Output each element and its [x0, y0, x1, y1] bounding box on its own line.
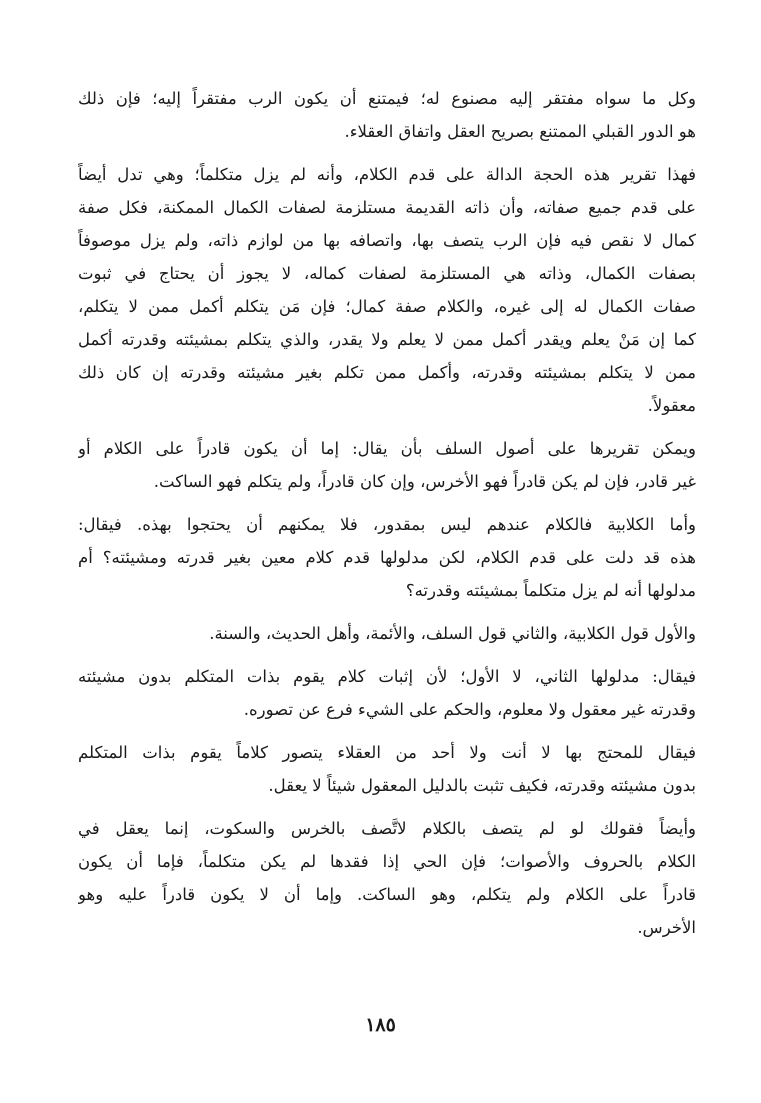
text-line: بصفات الكمال، وذاته هي المستلزمة لصفات كماله، لا يجوز أن يحتاج في ثبوت [78, 264, 696, 283]
text-line: وكل ما سواه مفتقر إليه مصنوع له؛ فيمتنع أن يكون الرب مفتقراً إليه؛ فإن ذلك [78, 89, 696, 108]
paragraph [78, 82, 696, 148]
paragraph [78, 508, 696, 607]
text-line: بدون مشيئته وقدرته، فكيف تثبت بالدليل المعقول شيئاً لا يعقل. [268, 776, 696, 795]
text-line: ممن لا يتكلم بمشيئته وقدرته، وأكمل ممن تكلم بغير مشيئته وقدرته إن كان ذلك [78, 363, 696, 382]
text-line: غير قادر، فإن لم يكن قادراً فهو الأخرس، وإن كان قادراً، ولم يتكلم فهو الساكت. [153, 472, 696, 491]
body-text [78, 82, 696, 954]
text-line: صفات الكمال له إلى غيره، والكلام صفة كمال؛ فإن مَن يتكلم أكمل ممن لا يتكلم، [78, 297, 696, 316]
text-line: وأما الكلابية فالكلام عندهم ليس بمقدور، فلا يمكنهم أن يحتجوا بهذه. فيقال: [78, 515, 696, 534]
text-line: على قدم جميع صفاته، وأن ذاته القديمة مستلزمة لصفات الكمال الممكنة، فكل صفة [78, 198, 696, 217]
paragraph [78, 617, 696, 650]
text-line: وقدرته غير معقول ولا معلوم، والحكم على الشيء فرع عن تصوره. [243, 700, 696, 719]
paragraph [78, 736, 696, 802]
paragraph [78, 812, 696, 944]
text-line: الأخرس. [637, 918, 696, 937]
paragraph [78, 432, 696, 498]
paragraph [78, 660, 696, 726]
text-line: كمال لا نقص فيه فإن الرب يتصف بها، واتصافه بها من لوازم ذاته، ولم يزل موصوفاً [78, 231, 696, 250]
text-line: ويمكن تقريرها على أصول السلف بأن يقال: إما أن يكون قادراً على الكلام أو [78, 439, 696, 458]
text-line: فيقال للمحتج بها لا أنت ولا أحد من العقلاء يتصور كلاماً يقوم بذات المتكلم [78, 743, 696, 762]
text-line: فهذا تقرير هذه الحجة الدالة على قدم الكلام، وأنه لم يزل متكلماً؛ وهي تدل أيضاً [78, 165, 696, 184]
text-line: قادراً على الكلام ولم يتكلم، وهو الساكت. وإما أن لا يكون قادراً عليه وهو [78, 885, 696, 904]
text-line: فيقال: مدلولها الثاني، لا الأول؛ لأن إثبات كلام يقوم بذات المتكلم بدون مشيئته [78, 667, 696, 686]
text-line: مدلولها أنه لم يزل متكلماً بمشيئته وقدرته؟ [405, 581, 696, 600]
text-line: معقولاً. [647, 396, 696, 415]
text-line: هو الدور القبلي الممتنع بصريح العقل واتفاق العقلاء. [344, 122, 696, 141]
text-line: وأيضاً فقولك لو لم يتصف بالكلام لاتَّصف بالخرس والسكوت، إنما يعقل في [78, 819, 696, 838]
paragraph [78, 158, 696, 422]
text-line: هذه قد دلت على قدم الكلام، لكن مدلولها قدم كلام معين بغير قدرته ومشيئته؟ أم [78, 548, 696, 567]
text-line: والأول قول الكلابية، والثاني قول السلف، والأئمة، وأهل الحديث، والسنة. [209, 624, 696, 643]
text-line: كما إن مَنْ يعلم ويقدر أكمل ممن لا يعلم ولا يقدر، والذي يتكلم بمشيئته وقدرته أكمل [78, 330, 696, 349]
page-number: ١٨٥ [365, 1014, 396, 1036]
text-line: الكلام بالحروف والأصوات؛ فإن الحي إذا فقدها لم يكن متكلماً، فإما أن يكون [78, 852, 696, 871]
